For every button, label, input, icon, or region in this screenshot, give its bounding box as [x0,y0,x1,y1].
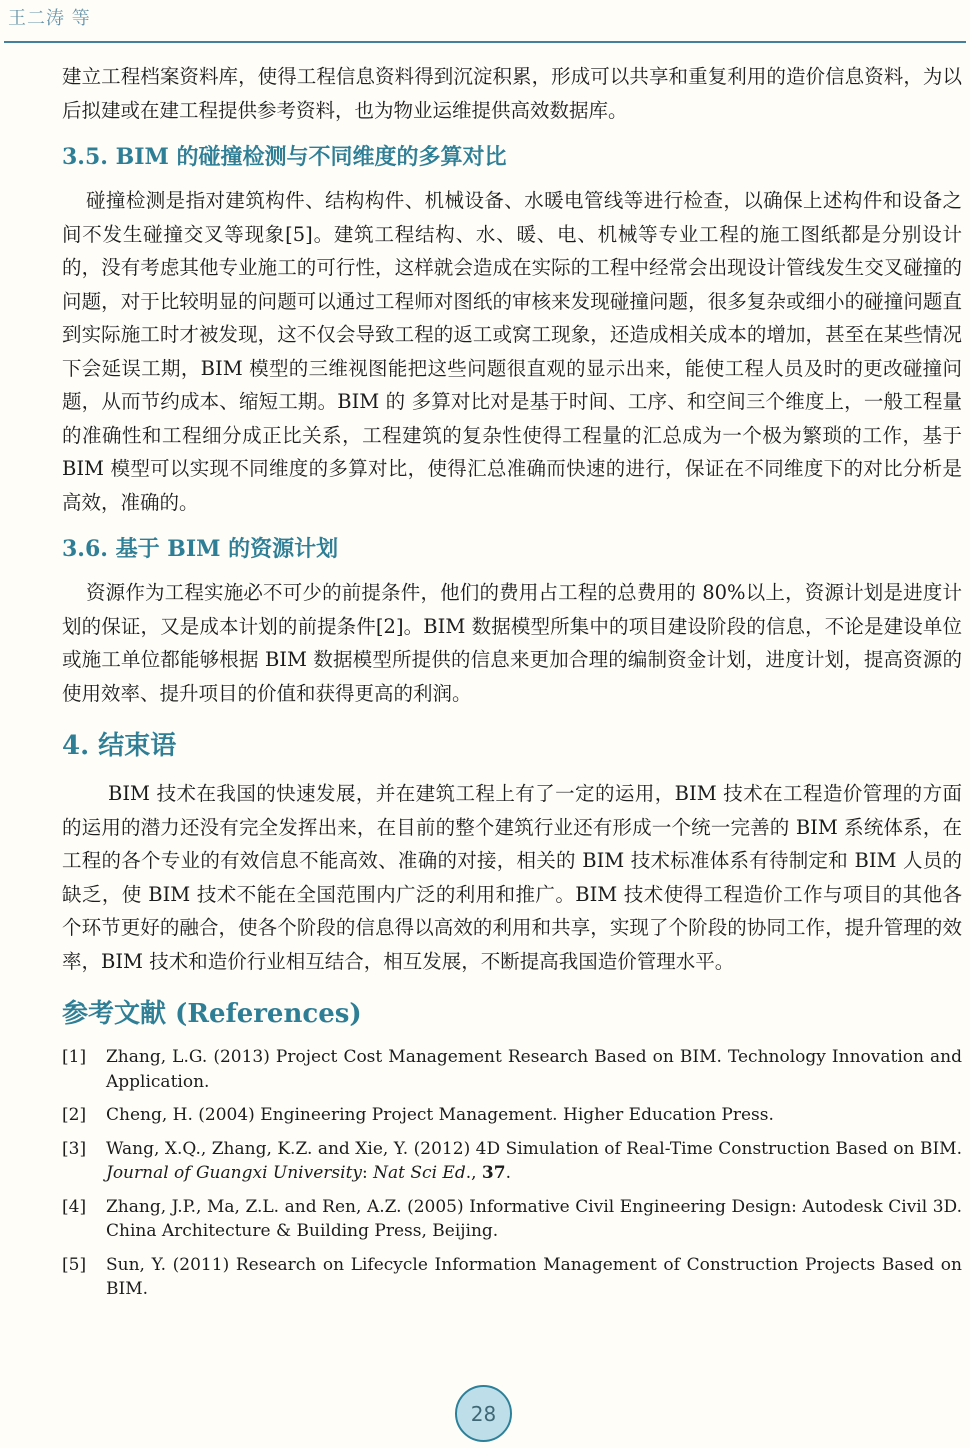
reference-label: [1] [62,1047,87,1067]
page-header [0,0,970,30]
page-number-badge [455,1385,512,1442]
references-list [62,1045,962,1302]
reference-text: Wang, X.Q., Zhang, K.Z. and Xie, Y. (2012) 4D Simulation of Real-Time Construction Based on BIM. Journal of Guangxi University: Nat Sci Ed., 37. [106,1138,962,1183]
reference-item [62,1253,962,1302]
reference-item [62,1045,962,1094]
reference-text: Zhang, J.P., Ma, Z.L. and Ren, A.Z. (2005) Informative Civil Engineering Design: Autodesk Civil 3D. China Architecture & Building Press, Beijing. [106,1196,962,1241]
reference-item [62,1103,962,1128]
reference-label: [5] [62,1254,87,1275]
reference-text: Zhang, L.G. (2013) Project Cost Management Research Based on BIM. Technology Innovation and Application. [106,1047,962,1092]
section-heading-3-6: 3.6. 基于 BIM 的资源计划 [62,536,339,562]
section-heading-3-5: 3.5. BIM 的碰撞检测与不同维度的多算对比 [62,144,507,170]
running-head-author: 王二涛 等 [8,8,91,29]
reference-label: [2] [62,1105,87,1125]
intro-paragraph: 建立工程档案资料库，使得工程信息资料得到沉淀积累，形成可以共享和重复利用的造价信息资料，为以后拟建或在建工程提供参考资料，也为物业运维提供高效数据库。 [62,65,962,122]
section-heading-4: 4. 结束语 [62,731,177,761]
section-4-paragraph: BIM 技术在我国的快速发展，并在建筑工程上有了一定的运用，BIM 技术在工程造价管理的方面的运用的潜力还没有完全发挥出来，在目前的整个建筑行业还有形成一个统一完善的 BIM 系统体系，在工程的各个专业的有效信息不能高效、准确的对接，相关的 BIM 技术标准体系有待制定和 BIM 人员的缺乏，使 BIM 技术不能在全国范围内广泛的利用和推广。BIM 技术使得工程造价工作与项目的其他各个环节更好的融合，使各个阶段的信息得以高效的利用和共享，实现了个阶段的协同工作，提升管理的效率，BIM 技术和造价行业相互结合，相互发展，不断提高我国造价管理水平。 [62,782,962,973]
article-body [62,60,962,1302]
reference-label: [4] [62,1196,87,1217]
section-3-6-paragraph: 资源作为工程实施必不可少的前提条件，他们的费用占工程的总费用的 80%以上，资源计划是进度计划的保证，又是成本计划的前提条件[2]。BIM 数据模型所集中的项目建设阶段的信息，不论是建设单位或施工单位都能够根据 BIM 数据模型所提供的信息来更加合理的编制资金计划，进度计划，提高资源的使用效率、提升项目的价值和获得更高的利润。 [62,581,962,705]
header-rule [4,41,966,43]
reference-text: Cheng, H. (2004) Engineering Project Management. Higher Education Press. [106,1105,774,1125]
reference-item [62,1195,962,1244]
reference-item [62,1137,962,1186]
references-heading: 参考文献 (References) [62,999,362,1029]
reference-label: [3] [62,1138,87,1159]
page-number: 28 [470,1401,497,1426]
section-3-5-paragraph: 碰撞检测是指对建筑构件、结构构件、机械设备、水暖电管线等进行检查，以确保上述构件和设备之间不发生碰撞交叉等现象[5]。建筑工程结构、水、暖、电、机械等专业工程的施工图纸都是分别设计的，没有考虑其他专业施工的可行性，这样就会造成在实际的工程中经常会出现设计管线发生交叉碰撞的问题，对于比较明显的问题可以通过工程师对图纸的审核来发现碰撞问题，很多复杂或细小的碰撞问题直到实际施工时才被发现，这不仅会导致工程的返工或窝工现象，还造成相关成本的增加，甚至在某些情况下会延误工期，BIM 模型的三维视图能把这些问题很直观的显示出来，能使工程人员及时的更改碰撞问题，从而节约成本、缩短工期。BIM 的 多算对比对是基于时间、工序、和空间三个维度上，一般工程量的准确性和工程细分成正比关系，工程建筑的复杂性使得工程量的汇总成为一个极为繁琐的工作，基于 BIM 模型可以实现不同维度的多算对比，使得汇总准确而快速的进行，保证在不同维度下的对比分析是高效，准确的。 [62,189,962,514]
reference-text: Sun, Y. (2011) Research on Lifecycle Information Management of Construction Projects Based on BIM. [106,1254,962,1299]
